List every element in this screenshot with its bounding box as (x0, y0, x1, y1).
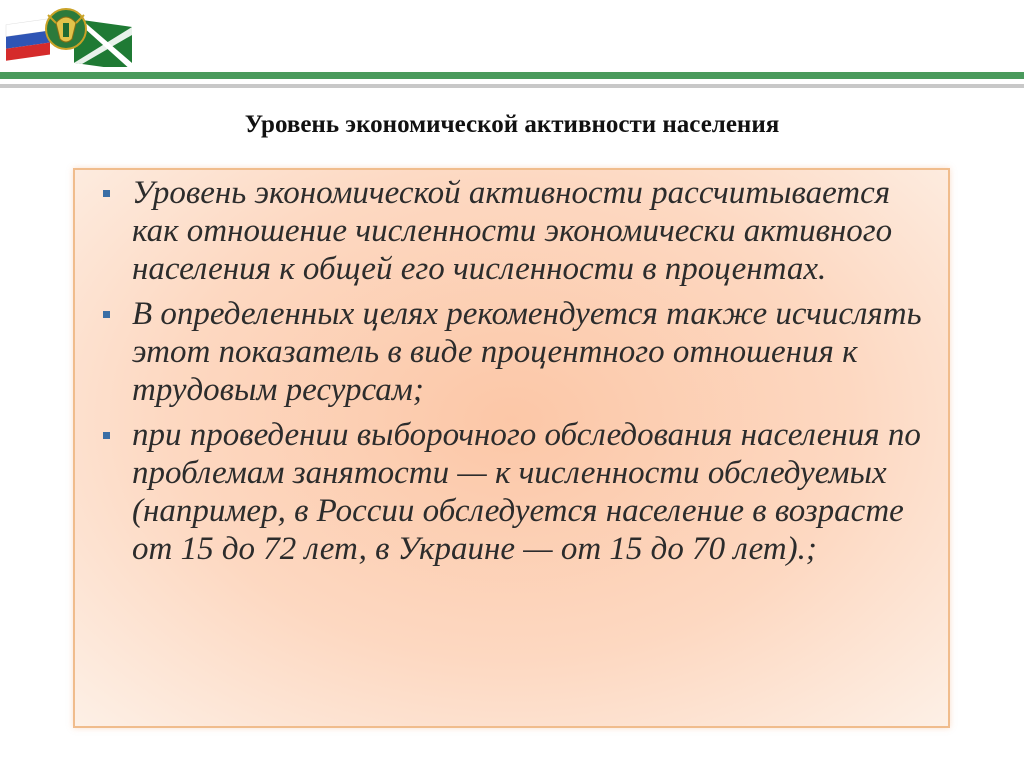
bullet-list (103, 174, 933, 575)
bullet-text: при проведении выборочного обследования населения по проблемам занятости — к численности обследуемых (например, в России обследуется население в возрасте от 15 до 72 лет, в Украине — от 15 до 70 лет).; (132, 417, 921, 567)
slide-title: Уровень экономической активности населения (244, 111, 780, 138)
content-box (73, 168, 950, 728)
bullet-square-icon (103, 190, 110, 197)
bullet-square-icon (103, 432, 110, 439)
bullet-text: В определенных целях рекомендуется также исчислять этот показатель в виде процентного отношения к трудовым ресурсам; (132, 296, 922, 408)
bullet-item (103, 174, 933, 288)
customs-logo (4, 3, 136, 67)
bullet-square-icon (103, 311, 110, 318)
header-green-divider (0, 72, 1024, 79)
bullet-item (103, 295, 933, 409)
header-gray-divider (0, 84, 1024, 88)
bullet-item (103, 416, 933, 568)
bullet-text: Уровень экономической активности рассчитывается как отношение численности экономически активного населения к общей его численности в процентах. (132, 175, 893, 287)
